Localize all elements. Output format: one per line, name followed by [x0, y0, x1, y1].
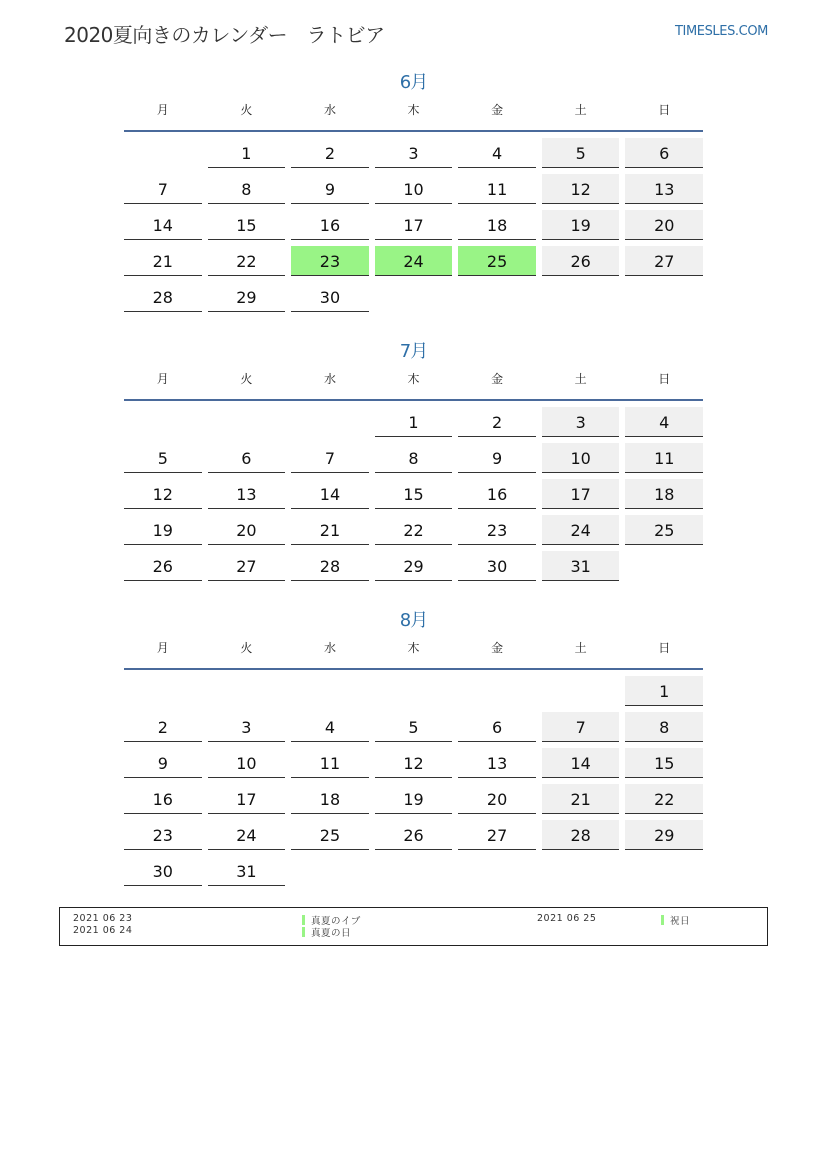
- empty-day-cell: [124, 676, 202, 705]
- day-cell: 28: [291, 551, 369, 581]
- day-cell: 15: [625, 748, 703, 778]
- month-title: 8月: [399, 610, 428, 631]
- month-calendar: [124, 606, 703, 886]
- weekday-label: 日: [658, 372, 671, 386]
- week-row: [124, 676, 703, 706]
- day-cell: 22: [625, 784, 703, 814]
- day-cell: 5: [375, 712, 453, 742]
- day-cell: 13: [208, 479, 286, 509]
- weekday-label: 水: [323, 641, 336, 655]
- day-cell: 3: [208, 712, 286, 742]
- weekday-label: 水: [323, 103, 336, 117]
- day-cell: 26: [542, 246, 620, 276]
- week-row: [124, 712, 703, 742]
- day-cell: 7: [542, 712, 620, 742]
- empty-day-cell: [625, 856, 703, 885]
- empty-day-cell: [291, 676, 369, 705]
- weekday-label: 月: [156, 103, 169, 117]
- weekday-label: 木: [407, 641, 420, 655]
- day-cell: 8: [375, 443, 453, 473]
- empty-day-cell: [625, 551, 703, 580]
- day-cell: 24: [208, 820, 286, 850]
- week-row: [124, 407, 703, 437]
- month-title: 6月: [399, 72, 428, 93]
- legend-date-1: 2021 06 23: [73, 913, 133, 924]
- week-row: [124, 282, 703, 312]
- holiday-color-marker: [302, 915, 305, 925]
- day-cell: 17: [208, 784, 286, 814]
- holiday-color-marker: [302, 927, 305, 937]
- day-cell: 30: [458, 551, 536, 581]
- day-cell: 19: [375, 784, 453, 814]
- day-cell: 19: [542, 210, 620, 240]
- legend-name-3: 祝日: [670, 916, 691, 927]
- weekday-label: 水: [323, 372, 336, 386]
- weekday-header: [124, 367, 703, 401]
- day-cell: 4: [625, 407, 703, 437]
- site-link[interactable]: TIMESLES.COM: [674, 24, 768, 39]
- weekday-label: 日: [658, 641, 671, 655]
- day-cell: 24: [375, 246, 453, 276]
- day-cell: 23: [291, 246, 369, 276]
- day-cell: 10: [208, 748, 286, 778]
- empty-day-cell: [124, 138, 202, 167]
- week-row: [124, 748, 703, 778]
- day-cell: 6: [208, 443, 286, 473]
- day-cell: 25: [291, 820, 369, 850]
- day-cell: 9: [124, 748, 202, 778]
- weekday-label: 土: [574, 103, 587, 117]
- day-cell: 21: [291, 515, 369, 545]
- page-title: 2020夏向きのカレンダー ラトビア: [64, 23, 385, 47]
- month-calendar: [124, 337, 703, 581]
- weekday-label: 木: [407, 372, 420, 386]
- day-cell: 23: [458, 515, 536, 545]
- day-cell: 29: [208, 282, 286, 312]
- day-cell: 23: [124, 820, 202, 850]
- day-cell: 9: [291, 174, 369, 204]
- day-cell: 2: [458, 407, 536, 437]
- day-cell: 28: [542, 820, 620, 850]
- day-cell: 14: [291, 479, 369, 509]
- day-cell: 7: [124, 174, 202, 204]
- day-cell: 20: [458, 784, 536, 814]
- weekday-label: 月: [156, 641, 169, 655]
- day-cell: 17: [542, 479, 620, 509]
- day-cell: 1: [208, 138, 286, 168]
- weekday-header: [124, 98, 703, 132]
- empty-day-cell: [208, 407, 286, 436]
- day-cell: 10: [542, 443, 620, 473]
- weekday-label: 土: [574, 641, 587, 655]
- day-cell: 26: [124, 551, 202, 581]
- day-cell: 21: [124, 246, 202, 276]
- day-cell: 27: [625, 246, 703, 276]
- day-cell: 8: [625, 712, 703, 742]
- day-cell: 16: [458, 479, 536, 509]
- day-cell: 13: [625, 174, 703, 204]
- legend-name-2: 真夏の日: [311, 928, 352, 939]
- empty-day-cell: [458, 676, 536, 705]
- day-cell: 30: [124, 856, 202, 886]
- day-cell: 15: [208, 210, 286, 240]
- weekday-header: [124, 636, 703, 670]
- day-cell: 3: [542, 407, 620, 437]
- day-cell: 19: [124, 515, 202, 545]
- legend-holiday-2: [302, 925, 351, 939]
- empty-day-cell: [208, 676, 286, 705]
- day-cell: 7: [291, 443, 369, 473]
- day-cell: 4: [458, 138, 536, 168]
- legend-date-2: 2021 06 24: [73, 925, 133, 936]
- week-row: [124, 246, 703, 276]
- day-cell: 16: [291, 210, 369, 240]
- weekday-label: 火: [240, 372, 253, 386]
- weekday-label: 火: [240, 103, 253, 117]
- day-cell: 17: [375, 210, 453, 240]
- weekday-label: 金: [491, 372, 504, 386]
- day-cell: 3: [375, 138, 453, 168]
- empty-day-cell: [375, 856, 453, 885]
- empty-day-cell: [124, 407, 202, 436]
- weekday-label: 金: [491, 641, 504, 655]
- empty-day-cell: [542, 282, 620, 311]
- day-cell: 4: [291, 712, 369, 742]
- weekday-label: 土: [574, 372, 587, 386]
- day-cell: 28: [124, 282, 202, 312]
- week-row: [124, 856, 703, 886]
- day-cell: 31: [542, 551, 620, 581]
- day-cell: 11: [625, 443, 703, 473]
- empty-day-cell: [375, 676, 453, 705]
- day-cell: 11: [291, 748, 369, 778]
- day-cell: 6: [458, 712, 536, 742]
- weekday-label: 火: [240, 641, 253, 655]
- empty-day-cell: [291, 856, 369, 885]
- day-cell: 2: [124, 712, 202, 742]
- day-cell: 12: [542, 174, 620, 204]
- empty-day-cell: [625, 282, 703, 311]
- empty-day-cell: [542, 856, 620, 885]
- day-cell: 29: [375, 551, 453, 581]
- weekday-label: 月: [156, 372, 169, 386]
- day-cell: 27: [458, 820, 536, 850]
- day-cell: 30: [291, 282, 369, 312]
- holiday-legend: [59, 907, 768, 946]
- week-row: [124, 515, 703, 545]
- day-cell: 13: [458, 748, 536, 778]
- weekday-label: 日: [658, 103, 671, 117]
- day-cell: 21: [542, 784, 620, 814]
- day-cell: 1: [375, 407, 453, 437]
- day-cell: 12: [124, 479, 202, 509]
- legend-holiday-3: [661, 913, 690, 927]
- month-calendar: [124, 68, 703, 312]
- day-cell: 16: [124, 784, 202, 814]
- day-cell: 26: [375, 820, 453, 850]
- legend-date-3: 2021 06 25: [537, 913, 597, 924]
- week-row: [124, 479, 703, 509]
- day-cell: 22: [375, 515, 453, 545]
- day-cell: 8: [208, 174, 286, 204]
- week-row: [124, 174, 703, 204]
- week-row: [124, 551, 703, 581]
- empty-day-cell: [542, 676, 620, 705]
- empty-day-cell: [375, 282, 453, 311]
- day-cell: 27: [208, 551, 286, 581]
- day-cell: 24: [542, 515, 620, 545]
- day-cell: 15: [375, 479, 453, 509]
- day-cell: 25: [625, 515, 703, 545]
- week-row: [124, 443, 703, 473]
- empty-day-cell: [291, 407, 369, 436]
- day-cell: 18: [625, 479, 703, 509]
- day-cell: 18: [458, 210, 536, 240]
- day-cell: 2: [291, 138, 369, 168]
- empty-day-cell: [458, 282, 536, 311]
- day-cell: 1: [625, 676, 703, 706]
- day-cell: 29: [625, 820, 703, 850]
- week-row: [124, 784, 703, 814]
- day-cell: 5: [124, 443, 202, 473]
- week-row: [124, 210, 703, 240]
- day-cell: 6: [625, 138, 703, 168]
- day-cell: 18: [291, 784, 369, 814]
- week-row: [124, 138, 703, 168]
- day-cell: 10: [375, 174, 453, 204]
- weekday-label: 木: [407, 103, 420, 117]
- empty-day-cell: [458, 856, 536, 885]
- day-cell: 31: [208, 856, 286, 886]
- day-cell: 12: [375, 748, 453, 778]
- legend-name-1: 真夏のイブ: [311, 916, 361, 927]
- month-title: 7月: [399, 341, 428, 362]
- day-cell: 22: [208, 246, 286, 276]
- day-cell: 9: [458, 443, 536, 473]
- day-cell: 25: [458, 246, 536, 276]
- day-cell: 5: [542, 138, 620, 168]
- day-cell: 20: [625, 210, 703, 240]
- day-cell: 20: [208, 515, 286, 545]
- holiday-color-marker: [661, 915, 664, 925]
- weekday-label: 金: [491, 103, 504, 117]
- day-cell: 11: [458, 174, 536, 204]
- day-cell: 14: [124, 210, 202, 240]
- day-cell: 14: [542, 748, 620, 778]
- week-row: [124, 820, 703, 850]
